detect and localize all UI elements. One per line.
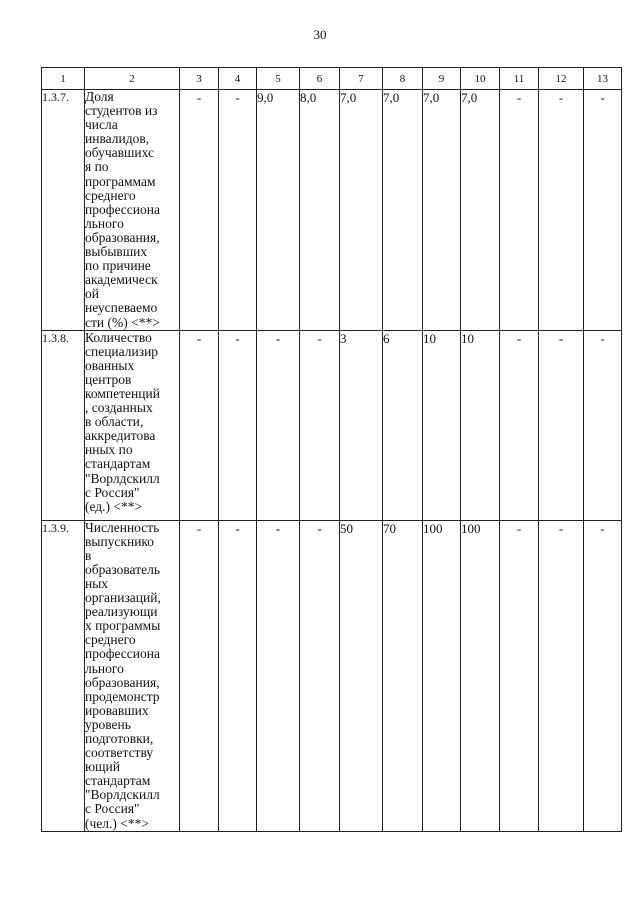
value-cell: 100: [423, 520, 461, 831]
row-code: 1.3.9.: [42, 520, 85, 831]
value-cell: -: [300, 330, 340, 520]
table-row: [42, 330, 622, 520]
value-cell: 70: [383, 520, 423, 831]
column-header: 2: [85, 68, 180, 90]
value-cell: -: [257, 520, 300, 831]
row-code: 1.3.8.: [42, 330, 85, 520]
value-cell: 3: [340, 330, 383, 520]
value-cell: 9,0: [257, 90, 300, 331]
table-row: [42, 520, 622, 831]
value-cell: -: [584, 520, 622, 831]
value-cell: -: [300, 520, 340, 831]
table-header-row: [42, 68, 622, 90]
row-description: Количество специализир ованных центров компетенций , созданных в области, аккредитова нных по стандартам "Ворлдскилл с Россия" (ед.) <**>: [85, 330, 180, 520]
row-description: Численность выпускнико в образователь ных организаций, реализующи х программы среднего профессиона льного образования, продемонстр ировавших уровень подготовки, соответству ющий стандартам "Ворлдскилл с Россия" (чел.) <**>: [85, 520, 180, 831]
column-header: 5: [257, 68, 300, 90]
value-cell: 7,0: [340, 90, 383, 331]
value-cell: 8,0: [300, 90, 340, 331]
column-header: 3: [180, 68, 219, 90]
value-cell: -: [257, 330, 300, 520]
value-cell: 10: [461, 330, 500, 520]
value-cell: 50: [340, 520, 383, 831]
value-cell: -: [219, 520, 257, 831]
page-number: 30: [313, 27, 327, 42]
value-cell: -: [539, 330, 584, 520]
indicator-table: [41, 67, 622, 832]
column-header: 12: [539, 68, 584, 90]
value-cell: -: [539, 520, 584, 831]
value-cell: -: [180, 90, 219, 331]
column-header: 8: [383, 68, 423, 90]
column-header: 9: [423, 68, 461, 90]
value-cell: 6: [383, 330, 423, 520]
value-cell: -: [500, 90, 539, 331]
value-cell: -: [500, 330, 539, 520]
value-cell: -: [584, 90, 622, 331]
column-header: 6: [300, 68, 340, 90]
column-header: 10: [461, 68, 500, 90]
value-cell: -: [500, 520, 539, 831]
column-header: 1: [42, 68, 85, 90]
value-cell: -: [219, 90, 257, 331]
column-header: 11: [500, 68, 539, 90]
value-cell: 7,0: [423, 90, 461, 331]
value-cell: 10: [423, 330, 461, 520]
value-cell: -: [180, 330, 219, 520]
column-header: 13: [584, 68, 622, 90]
value-cell: -: [219, 330, 257, 520]
value-cell: -: [584, 330, 622, 520]
value-cell: -: [539, 90, 584, 331]
value-cell: 100: [461, 520, 500, 831]
row-description: Доля студентов из числа инвалидов, обучавшихс я по программам среднего профессиона льного образования, выбывших по причине академическ ой неуспеваемо сти (%) <**>: [85, 90, 180, 331]
row-code: 1.3.7.: [42, 90, 85, 331]
value-cell: 7,0: [461, 90, 500, 331]
column-header: 4: [219, 68, 257, 90]
table-row: [42, 90, 622, 331]
value-cell: -: [180, 520, 219, 831]
value-cell: 7,0: [383, 90, 423, 331]
column-header: 7: [340, 68, 383, 90]
